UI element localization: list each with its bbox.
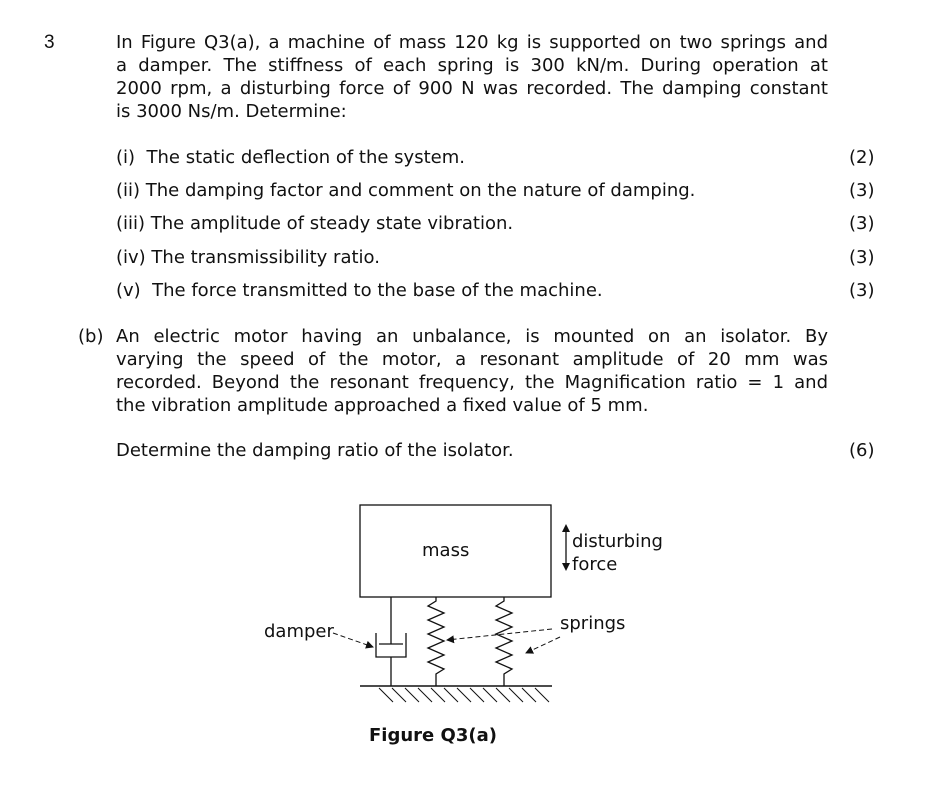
figure-caption: Figure Q3(a) <box>369 725 497 746</box>
spring-right <box>496 597 512 686</box>
intro-line: a damper. The stiffness of each spring is 300 kN/m. During operation at <box>116 55 828 76</box>
mass-label: mass <box>422 540 470 561</box>
sub-question-text: (ii) The damping factor and comment on the nature of damping. <box>116 180 696 201</box>
sub-question-marks: (3) <box>849 180 875 201</box>
part-b-label: (b) <box>78 326 104 347</box>
sub-question-marks: (3) <box>849 247 875 268</box>
force-label: force <box>572 554 618 575</box>
sub-question-text: (iv) The transmissibility ratio. <box>116 247 380 268</box>
springs-leader-2 <box>526 637 560 653</box>
intro-line: In Figure Q3(a), a machine of mass 120 kg is supported on two springs and <box>116 32 828 53</box>
sub-question-text: (iii) The amplitude of steady state vibration. <box>116 213 514 234</box>
part-b-task: Determine the damping ratio of the isolator. <box>116 440 514 461</box>
part-b-line: varying the speed of the motor, a resonant amplitude of 20 mm was <box>116 349 828 370</box>
springs-leader-1 <box>447 629 552 640</box>
force-arrow <box>562 524 570 571</box>
sub-question-text: (i) The static deflection of the system. <box>116 147 465 168</box>
intro-line: is 3000 Ns/m. Determine: <box>116 101 347 122</box>
part-b-line: recorded. Beyond the resonant frequency, the Magnification ratio = 1 and <box>116 372 828 393</box>
ground <box>360 686 552 702</box>
spring-left <box>428 597 444 686</box>
springs-label: springs <box>560 613 626 634</box>
sub-question-marks: (3) <box>849 280 875 301</box>
sub-question-marks: (3) <box>849 213 875 234</box>
part-b-line: An electric motor having an unbalance, is mounted on an isolator. By <box>116 326 828 347</box>
question-number: 3 <box>44 32 55 53</box>
damper <box>376 597 406 686</box>
damper-label: damper <box>264 621 334 642</box>
sub-question-marks: (2) <box>849 147 875 168</box>
damper-leader <box>333 633 373 647</box>
sub-question-text: (v) The force transmitted to the base of the machine. <box>116 280 603 301</box>
part-b-line: the vibration amplitude approached a fixed value of 5 mm. <box>116 395 649 416</box>
force-label: disturbing <box>572 531 663 552</box>
intro-line: 2000 rpm, a disturbing force of 900 N was recorded. The damping constant <box>116 78 828 99</box>
part-b-marks: (6) <box>849 440 875 461</box>
